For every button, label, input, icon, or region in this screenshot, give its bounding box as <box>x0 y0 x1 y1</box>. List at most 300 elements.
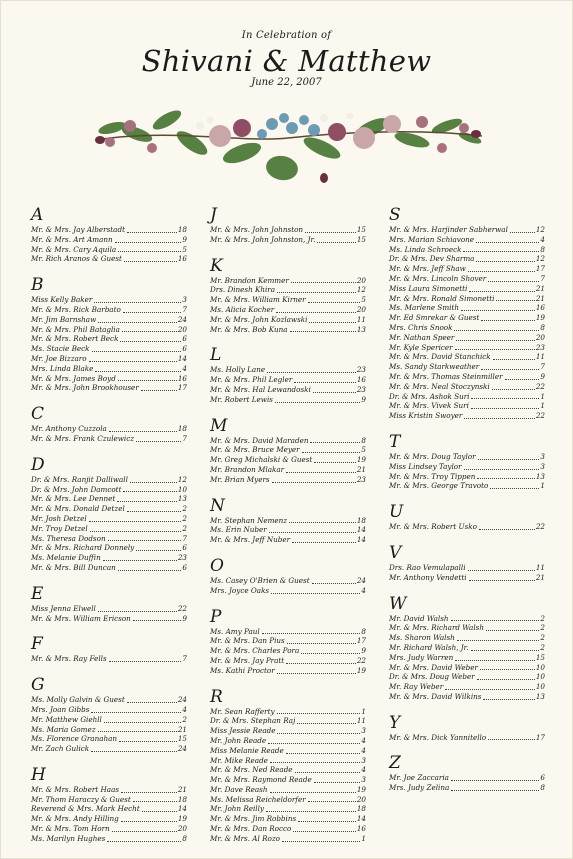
table-number: 7 <box>182 533 187 543</box>
dot-leader <box>290 331 356 332</box>
guest-entry <box>210 225 366 235</box>
dot-leader <box>451 780 539 781</box>
guest-entry <box>210 475 366 485</box>
table-number: 1 <box>540 481 545 491</box>
section-letter: G <box>31 675 45 696</box>
dot-leader <box>287 643 356 644</box>
dot-leader <box>276 312 356 313</box>
guest-name: Mr. & Mrs. Doug Taylor <box>389 451 476 461</box>
dot-leader <box>463 251 539 252</box>
guest-entry <box>31 543 187 553</box>
header <box>0 30 573 88</box>
table-number: 14 <box>177 353 187 363</box>
guest-entry <box>31 814 187 824</box>
table-number: 20 <box>177 824 187 834</box>
guest-entry <box>210 325 366 335</box>
dot-leader <box>282 841 360 842</box>
guest-entry <box>31 364 187 374</box>
guest-name: Mr. & Mrs. Phil Legler <box>210 375 293 385</box>
dot-leader <box>292 542 356 543</box>
table-number: 4 <box>361 765 366 775</box>
dot-leader <box>124 261 177 262</box>
guest-entry <box>210 535 366 545</box>
table-number: 24 <box>177 695 187 705</box>
guest-name: Mr. & Mrs. Vivek Suri <box>389 401 469 411</box>
guest-name: Miss Kristin Swoyer <box>389 411 463 421</box>
guest-name: Ms. Sandy Starkweather <box>389 362 480 372</box>
dot-leader <box>127 702 177 703</box>
dot-leader <box>317 242 355 243</box>
guest-name: Mr. John Reade <box>210 735 267 745</box>
table-number: 4 <box>182 704 187 714</box>
guest-name: Mr. & Mrs. Andy Hilling <box>31 814 119 824</box>
group-spacer <box>31 754 187 762</box>
table-number: 4 <box>182 363 187 373</box>
dot-leader <box>308 801 356 802</box>
guest-entry <box>389 653 545 663</box>
dot-leader <box>488 281 539 282</box>
table-number: 15 <box>535 652 545 662</box>
table-number: 21 <box>535 283 545 293</box>
guest-name: Mr. Mike Reade <box>210 755 268 765</box>
guest-entry <box>31 715 187 725</box>
table-number: 14 <box>356 535 366 545</box>
guest-entry <box>31 254 187 264</box>
guest-name: Mr. Sean Rafferty <box>210 706 275 716</box>
table-number: 9 <box>540 371 545 381</box>
guest-entry <box>31 344 187 354</box>
group-spacer <box>31 573 187 581</box>
guest-entry <box>31 785 187 795</box>
guest-entry <box>210 627 366 637</box>
guest-name: Mr. & Mrs. Dan Pius <box>210 636 285 646</box>
table-number: 14 <box>177 804 187 814</box>
table-number: 3 <box>540 451 545 461</box>
guest-name: Mr. & Mrs. Robert Haas <box>31 784 120 794</box>
dot-leader <box>461 310 535 311</box>
guest-entry <box>31 604 187 614</box>
dot-leader <box>295 772 361 773</box>
dot-leader <box>480 669 535 670</box>
dot-leader <box>103 560 177 561</box>
dot-leader <box>471 650 540 651</box>
table-number: 10 <box>535 662 545 672</box>
table-number: 12 <box>177 474 187 484</box>
guest-name: Ms. Kathi Proctor <box>210 665 275 675</box>
dot-leader <box>94 302 181 303</box>
guest-entry <box>210 716 366 726</box>
table-number: 9 <box>182 234 187 244</box>
dot-leader <box>314 462 356 463</box>
guest-entry <box>210 385 366 395</box>
group-spacer <box>210 245 366 253</box>
guest-entry <box>210 824 366 834</box>
guest-entry <box>389 284 545 294</box>
table-number: 21 <box>356 464 366 474</box>
table-number: 20 <box>177 324 187 334</box>
guest-name: Mr. Jim Barnshaw <box>31 314 97 324</box>
guest-name: Mr. & Mrs. Al Rozo <box>210 833 280 843</box>
table-number: 2 <box>540 623 545 633</box>
guest-name: Dr. & Mrs. Ashok Suri <box>389 391 470 401</box>
table-number: 16 <box>177 254 187 264</box>
guest-name: Ms. Maria Gomez <box>31 724 96 734</box>
guest-name: Mr. Ed Smrekar & Guest <box>389 313 480 323</box>
guest-entry <box>31 744 187 754</box>
guest-name: Mr. & Mrs. Dan Rocco <box>210 824 292 834</box>
group-spacer <box>389 491 545 499</box>
guest-name: Mr. & Mrs. Troy Tippen <box>389 471 476 481</box>
guest-name: Mr. & Mrs. Thomas Steinmiller <box>389 371 503 381</box>
table-number: 3 <box>540 461 545 471</box>
guest-name: Mr. Greg Michalski & Guest <box>210 455 313 465</box>
guest-name: Reverend & Mrs. Mark Hecht <box>31 804 140 814</box>
guest-name: Miss Melanie Reade <box>210 745 284 755</box>
table-number: 22 <box>177 603 187 613</box>
guest-entry <box>31 524 187 534</box>
table-number: 12 <box>535 225 545 234</box>
guest-name: Mr. Anthony Vendetti <box>389 572 467 582</box>
guest-name: Ms. Linda Schroeck <box>389 244 462 254</box>
guest-entry <box>31 734 187 744</box>
guest-entry <box>31 725 187 735</box>
dot-leader <box>98 731 177 732</box>
guest-entry <box>31 494 187 504</box>
guest-entry <box>389 333 545 343</box>
dot-leader <box>104 722 182 723</box>
table-number: 23 <box>177 553 187 563</box>
guest-name: Mr. & Mrs. Jay Alberstadt <box>31 225 125 234</box>
section-letter: A <box>31 205 44 225</box>
table-number: 19 <box>356 665 366 675</box>
guest-name: Mr. Robert Lewis <box>210 394 273 404</box>
guest-name: Ms. Marilyn Hughes <box>31 833 106 843</box>
guest-entry <box>31 383 187 393</box>
section-letter: T <box>389 431 401 452</box>
dot-leader <box>308 302 361 303</box>
dot-leader <box>277 292 356 293</box>
section-letter: E <box>31 583 44 604</box>
guest-name: Mr. David Walsh <box>389 613 449 623</box>
dot-leader <box>309 322 355 323</box>
table-number: 1 <box>361 833 366 843</box>
table-number: 2 <box>540 642 545 652</box>
dot-leader <box>286 472 356 473</box>
guest-entry <box>389 614 545 624</box>
guest-entry <box>31 534 187 544</box>
guest-name: Mrs. Marian Schiavone <box>389 234 475 244</box>
guest-entry <box>210 295 366 305</box>
table-number: 8 <box>182 833 187 843</box>
dot-leader <box>130 482 177 483</box>
guest-name: Mr. & Mrs. Ned Reade <box>210 765 293 775</box>
group-spacer <box>389 421 545 429</box>
guest-entry <box>210 465 366 475</box>
guest-name: Ms. Marlene Smith <box>389 303 459 313</box>
guest-entry <box>31 705 187 715</box>
table-number: 8 <box>540 783 545 793</box>
guest-entry <box>389 573 545 583</box>
section-letter: U <box>389 502 404 523</box>
group-spacer <box>210 485 366 493</box>
group-spacer <box>31 393 187 401</box>
guest-entry <box>210 276 366 286</box>
guest-name: Ms. Theresa Dodson <box>31 533 106 543</box>
table-number: 6 <box>540 773 545 783</box>
table-number: 3 <box>361 755 366 765</box>
guest-name: Mr. & Mrs. Frank Czulewicz <box>31 433 135 443</box>
guest-name: Miss Jenna Elwell <box>31 603 96 613</box>
guest-name: Mrs. Linda Blake <box>31 363 94 373</box>
guest-name: Mr. & Mrs. David Maraden <box>210 435 309 445</box>
dot-leader <box>302 452 361 453</box>
guest-name: Ms. Alicia Kocher <box>210 304 275 314</box>
table-number: 10 <box>535 672 545 682</box>
table-number: 19 <box>356 784 366 794</box>
dot-leader <box>298 821 356 822</box>
table-number: 1 <box>540 401 545 411</box>
guest-name: Mr. & Mrs. David Stanchick <box>389 352 491 362</box>
guest-name: Mr. & Mrs. Richard Donnely <box>31 543 135 553</box>
dot-leader <box>445 689 535 690</box>
guest-name: Mr. Thom Haraczy & Guest <box>31 794 131 804</box>
guest-entry <box>389 235 545 245</box>
guest-name: Dr. & Mrs. Dev Sharma <box>389 254 475 264</box>
dot-leader <box>468 570 535 571</box>
dot-leader <box>91 751 177 752</box>
dot-leader <box>490 488 539 489</box>
guest-name: Mr. John Reilly <box>210 804 264 814</box>
guest-entry <box>31 485 187 495</box>
guest-entry <box>210 756 366 766</box>
table-number: 5 <box>361 295 366 305</box>
guest-name: Mr. Dave Reash <box>210 784 268 794</box>
guest-entry <box>389 452 545 462</box>
dot-leader <box>127 232 177 233</box>
guest-name: Mr. & Mrs. Robert Beck <box>31 334 119 344</box>
guest-entry <box>389 411 545 421</box>
table-number: 4 <box>361 735 366 745</box>
section-letter: J <box>210 205 217 225</box>
guest-entry <box>210 395 366 405</box>
preheading: In Celebration of <box>241 30 332 41</box>
guest-entry <box>389 783 545 793</box>
dot-leader <box>477 478 534 479</box>
table-number: 13 <box>535 691 545 701</box>
table-number: 2 <box>182 504 187 514</box>
table-number: 10 <box>177 484 187 494</box>
guest-entry <box>210 785 366 795</box>
dot-leader <box>127 511 182 512</box>
guest-name: Mr. Brandon Mlakar <box>210 464 285 474</box>
guest-name: Mr. & Mrs. Bruce Meyer <box>210 445 300 455</box>
dot-leader <box>454 330 539 331</box>
group-spacer <box>31 623 187 631</box>
guest-name: Mr. & Mrs. Dick Yannitello <box>389 732 487 742</box>
guest-entry <box>389 481 545 491</box>
guest-name: Mr. Brian Myers <box>210 474 270 484</box>
guest-name: Mr. Nathan Speer <box>389 332 455 342</box>
guest-entry <box>210 765 366 775</box>
dot-leader <box>479 529 535 530</box>
dot-leader <box>471 398 539 399</box>
guest-entry <box>210 285 366 295</box>
table-number: 16 <box>535 303 545 313</box>
guest-name: Dr. & Mrs. John Damcott <box>31 484 122 494</box>
guest-name: Mrs. Joyce Oaks <box>210 585 270 595</box>
table-number: 21 <box>535 572 545 582</box>
guest-name: Ms. Melissa Reicheldorfer <box>210 794 306 804</box>
guest-entry <box>389 303 545 313</box>
guest-name: Mr. & Mrs. Tom Horn <box>31 824 110 834</box>
dot-leader <box>277 673 356 674</box>
dot-leader <box>118 380 177 381</box>
dot-leader <box>270 792 356 793</box>
table-number: 21 <box>177 784 187 794</box>
guest-entry <box>389 323 545 333</box>
dot-leader <box>122 331 177 332</box>
section-letter: M <box>210 415 228 436</box>
guest-entry <box>31 475 187 485</box>
section-letter: S <box>389 205 401 225</box>
dot-leader <box>272 482 356 483</box>
dot-leader <box>108 540 182 541</box>
guest-name: Mr. Matthew Giehll <box>31 714 102 724</box>
guest-entry <box>389 462 545 472</box>
guest-name: Mr. & Mrs. Art Amann <box>31 234 113 244</box>
table-number: 13 <box>177 494 187 504</box>
guest-entry <box>389 362 545 372</box>
group-spacer <box>210 596 366 604</box>
table-number: 7 <box>182 654 187 664</box>
guest-name: Mr. Joe Bizzaro <box>31 353 87 363</box>
table-number: 9 <box>182 613 187 623</box>
dot-leader <box>294 382 356 383</box>
group-spacer <box>210 545 366 553</box>
guest-entry <box>389 633 545 643</box>
guest-entry <box>389 352 545 362</box>
table-number: 22 <box>535 381 545 391</box>
dot-leader <box>117 501 177 502</box>
dot-leader <box>118 251 181 252</box>
table-number: 14 <box>356 525 366 535</box>
column-2 <box>210 202 366 844</box>
table-number: 2 <box>540 633 545 643</box>
group-spacer <box>31 664 187 672</box>
table-number: 5 <box>182 244 187 254</box>
guest-name: Ms. Melanie Duffin <box>31 553 101 563</box>
table-number: 24 <box>356 575 366 585</box>
guest-name: Ms. Sharon Walsh <box>389 633 455 643</box>
guest-name: Dr. & Mrs. Doug Weber <box>389 672 475 682</box>
dot-leader <box>477 679 535 680</box>
guest-name: Ms. Amy Paul <box>210 626 260 636</box>
dot-leader <box>98 611 177 612</box>
table-number: 2 <box>182 714 187 724</box>
dot-leader <box>483 699 534 700</box>
dot-leader <box>271 593 360 594</box>
table-number: 18 <box>177 424 187 434</box>
section-letter: H <box>31 764 46 785</box>
guest-entry <box>210 315 366 325</box>
dot-leader <box>486 630 539 631</box>
table-number: 12 <box>535 254 545 264</box>
guest-name: Mr. & Mrs. Charles Pora <box>210 646 300 656</box>
guest-name: Miss Kelly Baker <box>31 295 93 305</box>
guest-entry <box>31 354 187 364</box>
dot-leader <box>289 522 356 523</box>
guest-entry <box>31 245 187 255</box>
guest-entry <box>31 295 187 305</box>
guest-entry <box>210 726 366 736</box>
guest-entry <box>389 343 545 353</box>
section-letter: K <box>210 255 223 276</box>
guest-entry <box>210 804 366 814</box>
dot-leader <box>266 811 356 812</box>
table-number: 17 <box>535 264 545 274</box>
guest-name: Mr. & Mrs. John Kozlawski <box>210 314 308 324</box>
guest-entry <box>31 325 187 335</box>
guest-entry <box>389 773 545 783</box>
guest-name: Dr. & Mrs. Ranjit Dalliwall <box>31 474 128 484</box>
table-number: 2 <box>182 513 187 523</box>
guest-name: Mrs. Judy Zelina <box>389 783 450 793</box>
guest-entry <box>31 424 187 434</box>
table-number: 18 <box>356 804 366 814</box>
dot-leader <box>123 491 176 492</box>
guest-entry <box>210 736 366 746</box>
table-number: 22 <box>535 411 545 421</box>
table-number: 18 <box>177 225 187 234</box>
table-number: 23 <box>356 384 366 394</box>
guest-entry <box>31 695 187 705</box>
guest-entry <box>389 672 545 682</box>
floral-garland-illustration <box>92 98 484 190</box>
dot-leader <box>481 320 534 321</box>
dot-leader <box>90 531 182 532</box>
dot-leader <box>268 743 360 744</box>
section-letter: R <box>210 686 223 707</box>
dot-leader <box>270 762 360 763</box>
table-number: 4 <box>361 585 366 595</box>
guest-name: Mr. & Mrs. John Johnston <box>210 225 304 234</box>
dot-leader <box>291 282 356 283</box>
group-spacer <box>31 264 187 272</box>
section-letter: B <box>31 275 44 296</box>
dot-leader <box>293 831 355 832</box>
group-spacer <box>31 444 187 452</box>
guest-name: Mr. Rich Aranos & Guest <box>31 254 122 264</box>
guest-entry <box>389 472 545 482</box>
guest-name: Mr. Brandon Kemmer <box>210 275 289 285</box>
dot-leader <box>112 831 177 832</box>
group-spacer <box>389 532 545 540</box>
table-number: 22 <box>535 522 545 532</box>
table-number: 20 <box>356 794 366 804</box>
table-number: 3 <box>182 295 187 305</box>
guest-entry <box>31 235 187 245</box>
dot-leader <box>301 653 360 654</box>
guest-entry <box>31 614 187 624</box>
table-number: 23 <box>535 342 545 352</box>
guest-name: Mr. & Mrs. Jay Pratt <box>210 655 285 665</box>
guest-name: Mr. & Mrs. William Ericson <box>31 613 131 623</box>
guest-name: Mr. & Mrs. Bob Kuna <box>210 324 288 334</box>
dot-leader <box>109 661 182 662</box>
table-number: 15 <box>356 234 366 244</box>
guest-entry <box>31 553 187 563</box>
guest-name: Ms. Erin Nuber <box>210 525 267 535</box>
